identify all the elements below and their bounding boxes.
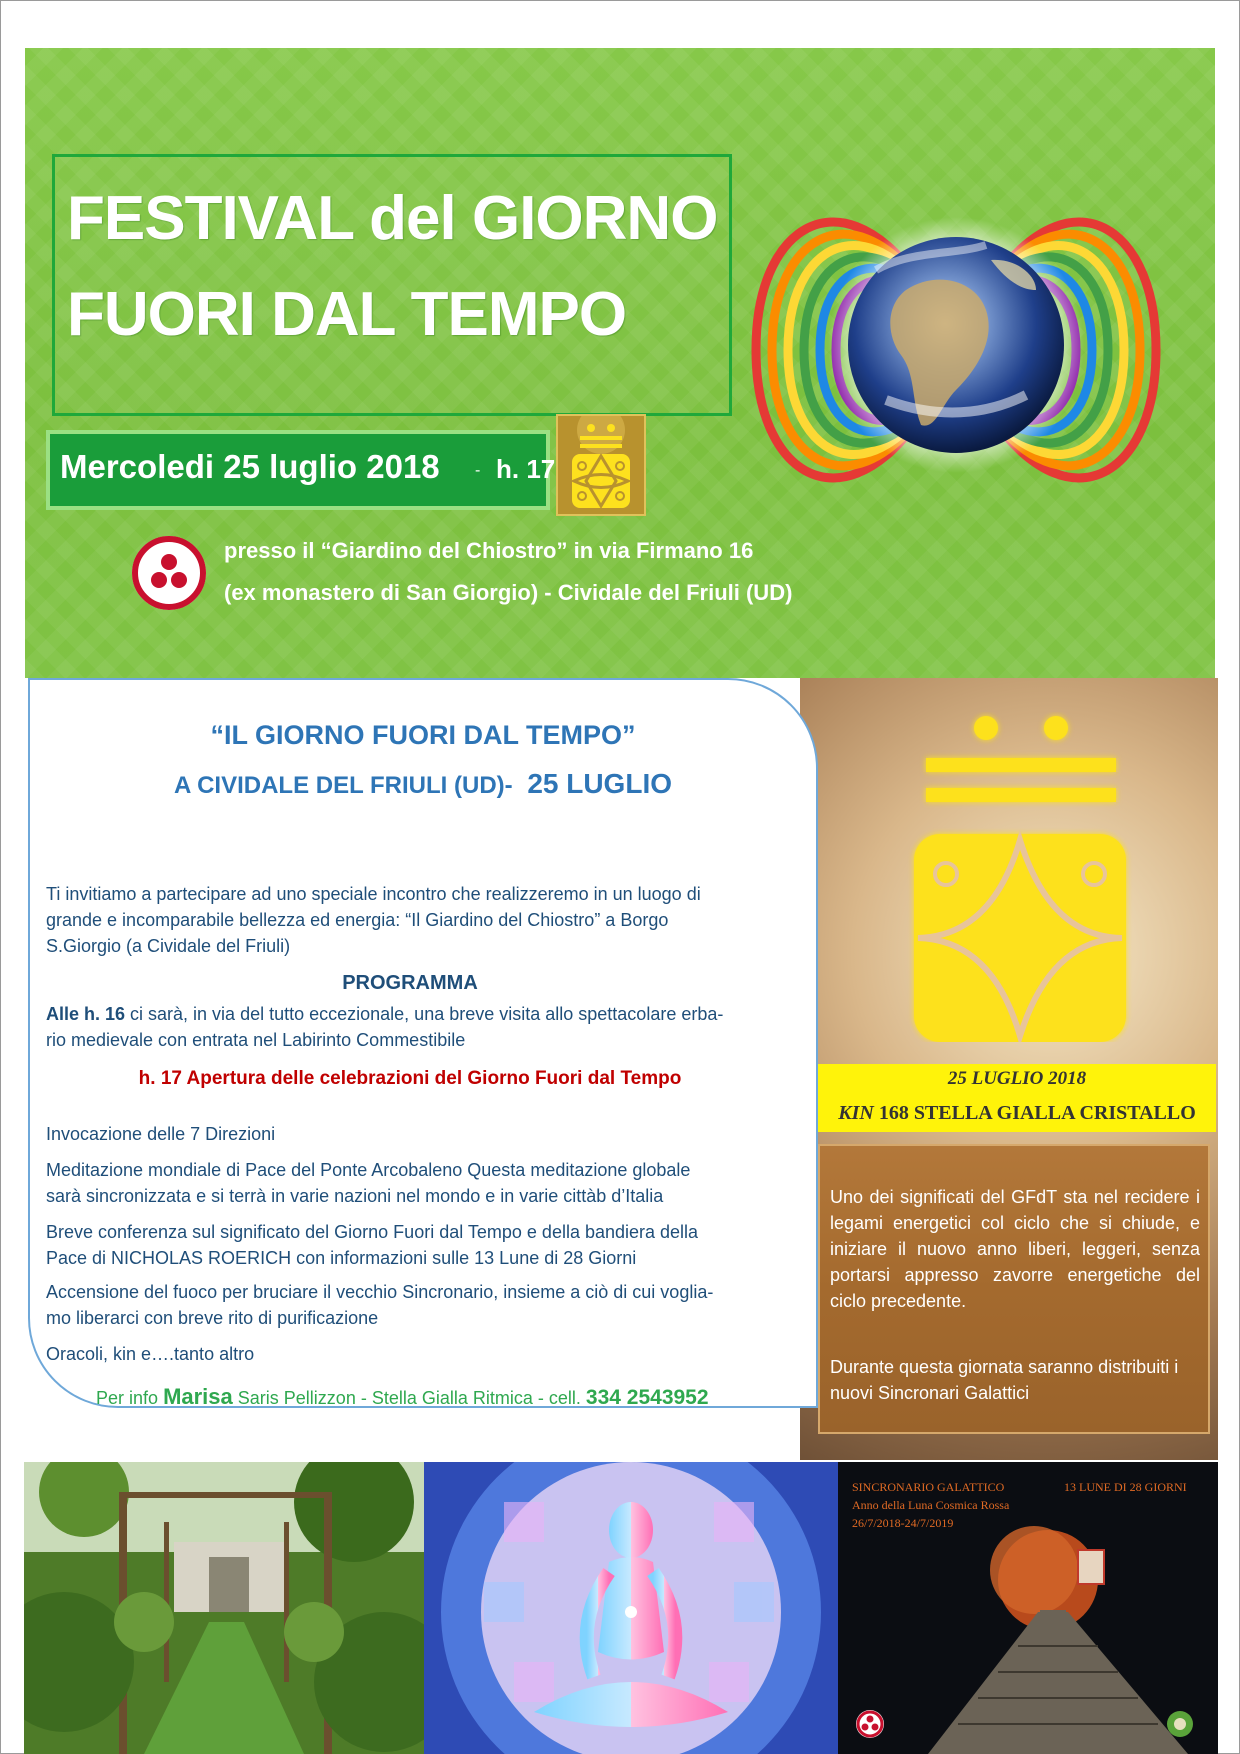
venue-line-1: presso il “Giardino del Chiostro” in via Firmano 16 (224, 538, 754, 563)
h16-text: ci sarà, in via del tutto eccezionale, una breve visita allo spettacolare erba- (125, 1004, 724, 1024)
kin-name (818, 1102, 1216, 1125)
oracoli: Oracoli, kin e….tanto altro (46, 1344, 255, 1364)
peace-banner-icon (130, 534, 208, 612)
yellow-star-glyph-large (900, 712, 1140, 1042)
program-subheading (28, 768, 818, 800)
meditation-image (424, 1462, 838, 1754)
sincronario-poster-image (838, 1462, 1218, 1754)
hour-separator: - (475, 462, 481, 479)
rainbow-earth-image (736, 140, 1176, 560)
contact-info (96, 1384, 709, 1410)
info-rest: Saris Pellizzon - Stella Gialla Ritmica - cell. (232, 1388, 581, 1408)
h16-prefix: Alle h. 16 (46, 1004, 126, 1024)
kin-date: 25 LUGLIO 2018 (947, 1068, 1087, 1089)
poster-title-right: 13 LUNE DI 28 GIORNI (1064, 1480, 1187, 1494)
poster-title-left: SINCRONARIO GALATTICO (852, 1480, 1005, 1494)
meditazione-line-1: Meditazione mondiale di Pace del Ponte Arcobaleno Questa meditazione globale (46, 1160, 691, 1180)
kin-text: 168 STELLA GIALLA CRISTALLO (878, 1102, 1196, 1124)
h17-opening: h. 17 Apertura delle celebrazioni del Giorno Fuori dal Tempo (138, 1068, 682, 1089)
meditazione-line-2: sarà sincronizzata e si terrà in varie nazioni nel mondo e in varie cittàb d’Italia (46, 1186, 664, 1206)
title-line-1: FESTIVAL del GIORNO (67, 184, 718, 253)
program-date: 25 LUGLIO (527, 768, 673, 799)
h16-line-2: rio medievale con entrata nel Labirinto Commestibile (46, 1030, 466, 1050)
venue-line-2: (ex monastero di San Giorgio) - Cividale del Friuli (UD) (224, 580, 793, 605)
program-place: A CIVIDALE DEL FRIULI (UD)- (173, 772, 513, 799)
program-heading: “IL GIORNO FUORI DAL TEMPO” (210, 720, 636, 750)
fuoco-line-2: mo liberarci con breve rito di purificazione (46, 1308, 379, 1328)
title-line-2: FUORI DAL TEMPO (67, 280, 627, 349)
event-hour: h. 17 (496, 454, 556, 484)
programma-label: PROGRAMMA (342, 972, 478, 994)
intro-line-2: grande e incomparabile bellezza ed energia: “Il Giardino del Chiostro” a Borgo (46, 910, 669, 930)
poster-year-dates: 26/7/2018-24/7/2019 (852, 1516, 954, 1530)
poster-year-name: Anno della Luna Cosmica Rossa (852, 1498, 1010, 1512)
garden-photo (24, 1462, 424, 1754)
info-phone: 334 2543952 (585, 1386, 709, 1409)
invocazione: Invocazione delle 7 Direzioni (46, 1124, 276, 1144)
conferenza-line-2: Pace di NICHOLAS ROERICH con informazioni sulle 13 Lune di 28 Giorni (46, 1248, 637, 1268)
h16-line-1 (46, 1004, 723, 1025)
kin-label: KIN (838, 1102, 874, 1124)
yellow-star-glyph-small (556, 414, 646, 516)
kin-description: Uno dei significati del GFdT sta nel recidere i legami energetici col ciclo che si chiude, e iniziare il nuovo anno liberi, leggeri, senza portarsi appresso zavorre energetiche del ciclo precedente. (830, 1187, 1200, 1311)
kin-distribution-note: Durante questa giornata saranno distribuiti i nuovi Sincronari Galattici (830, 1357, 1179, 1403)
event-date: Mercoledi 25 luglio 2018 (60, 448, 440, 485)
title-box (52, 154, 732, 416)
info-name: Marisa (163, 1384, 233, 1409)
intro-line-3: S.Giorgio (a Cividale del Friuli) (46, 936, 291, 956)
fuoco-line-1: Accensione del fuoco per bruciare il vecchio Sincronario, insieme a ciò di cui voglia- (46, 1282, 714, 1302)
intro-line-1: Ti invitiamo a partecipare ad uno speciale incontro che realizzeremo in un luogo di (46, 884, 701, 904)
date-box (46, 430, 556, 510)
info-prefix: Per info (96, 1388, 159, 1408)
kin-description-box (818, 1144, 1210, 1434)
conferenza-line-1: Breve conferenza sul significato del Giorno Fuori dal Tempo e della bandiera della (46, 1222, 699, 1242)
